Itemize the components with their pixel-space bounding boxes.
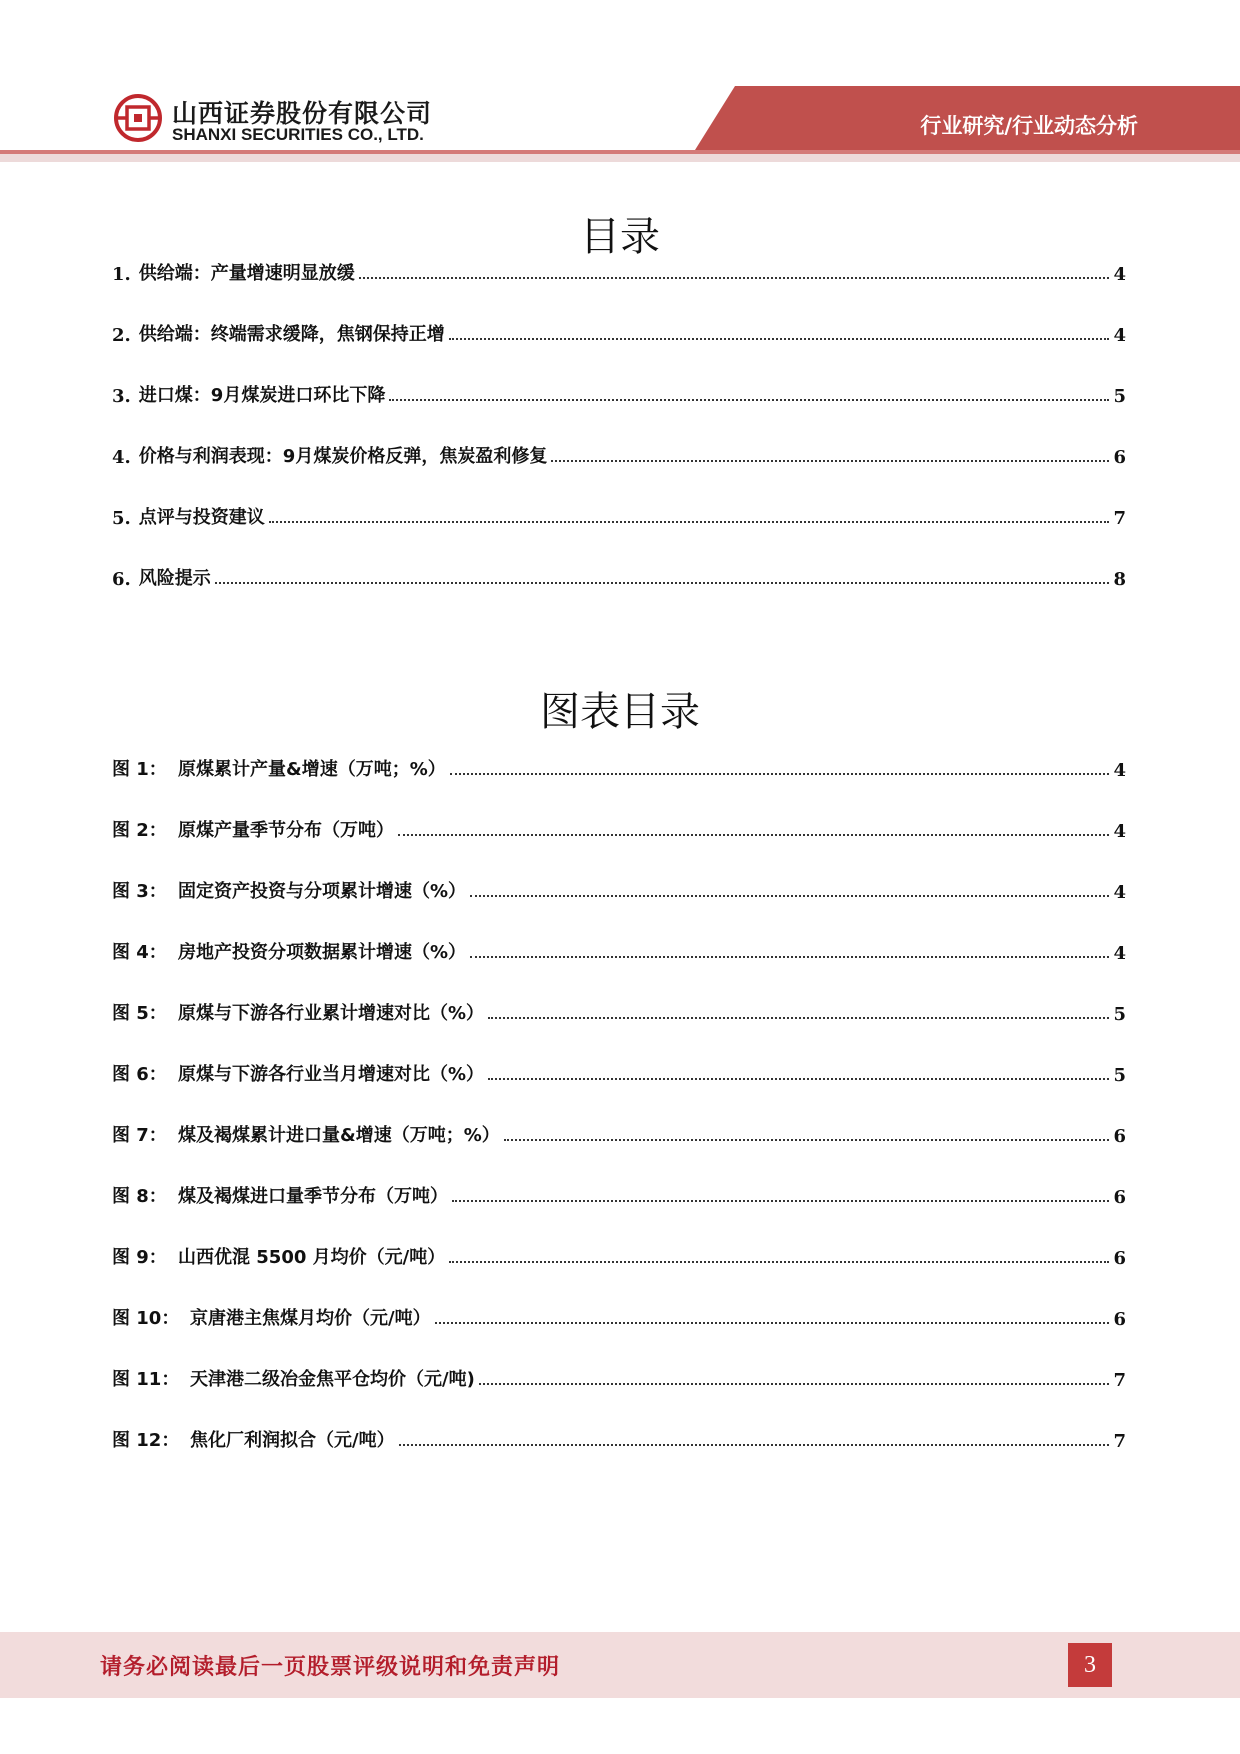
toc-leader-dots <box>215 581 1110 584</box>
toc-leader-dots <box>488 1016 1109 1019</box>
toc-leader-dots <box>470 894 1109 897</box>
figure-entry[interactable] <box>112 812 1126 842</box>
figure-entry-label: 图 3： <box>112 881 167 902</box>
figure-entry-title: 煤及褐煤累计进口量&增速（万吨；%） <box>178 1125 500 1146</box>
figure-entry[interactable] <box>112 873 1126 903</box>
figure-entry[interactable] <box>112 934 1126 964</box>
toc-leader-dots <box>470 955 1109 958</box>
toc-leader-dots <box>359 276 1110 279</box>
toc-leader-dots <box>449 1260 1109 1263</box>
company-name-en: SHANXI SECURITIES CO., LTD. <box>172 125 424 144</box>
toc-entry-title: 点评与投资建议 <box>138 507 265 528</box>
toc-entry-page: 7 <box>1113 508 1126 529</box>
figure-entry-title: 原煤与下游各行业累计增速对比（%） <box>178 1003 485 1024</box>
company-name-cn: 山西证券股份有限公司 <box>172 99 433 128</box>
toc-entry[interactable] <box>112 438 1126 468</box>
figure-entry[interactable] <box>112 1239 1126 1269</box>
toc-entry-title: 风险提示 <box>138 568 211 589</box>
figure-entry-page: 6 <box>1113 1126 1126 1147</box>
figure-entry-title: 固定资产投资与分项累计增速（%） <box>178 881 467 902</box>
toc-leader-dots <box>449 337 1110 340</box>
page-number: 3 <box>1068 1643 1112 1687</box>
toc-entry[interactable] <box>112 316 1126 346</box>
figure-entry-page: 7 <box>1113 1370 1126 1391</box>
figure-entry-page: 5 <box>1113 1004 1126 1025</box>
toc-entry-number: 3. <box>112 386 131 407</box>
figure-entry-title: 房地产投资分项数据累计增速（%） <box>178 942 467 963</box>
toc-title: 目录 <box>580 214 660 260</box>
figure-entry-label: 图 1： <box>112 759 167 780</box>
figure-list-title: 图表目录 <box>540 689 700 735</box>
toc-leader-dots <box>488 1077 1109 1080</box>
toc-leader-dots <box>269 520 1110 523</box>
figure-entry-label: 图 4： <box>112 942 167 963</box>
toc-entry[interactable] <box>112 255 1126 285</box>
company-logo-icon <box>114 94 162 142</box>
toc-entry-title: 供给端：产量增速明显放缓 <box>138 263 355 284</box>
figure-entry-label: 图 6： <box>112 1064 167 1085</box>
figure-entry-title: 煤及褐煤进口量季节分布（万吨） <box>178 1186 448 1207</box>
figure-entry-page: 6 <box>1113 1309 1126 1330</box>
toc-leader-dots <box>452 1199 1109 1202</box>
figure-entry[interactable] <box>112 995 1126 1025</box>
figure-entry-page: 4 <box>1113 882 1126 903</box>
figure-entry-label: 图 5： <box>112 1003 167 1024</box>
toc-leader-dots <box>399 1443 1110 1446</box>
figure-entry[interactable] <box>112 751 1126 781</box>
figure-entry-title: 原煤累计产量&增速（万吨；%） <box>178 759 446 780</box>
figure-entry-label: 图 9： <box>112 1247 167 1268</box>
figure-entry-title: 原煤与下游各行业当月增速对比（%） <box>178 1064 485 1085</box>
toc-entry-number: 4. <box>112 447 131 468</box>
figure-entry[interactable] <box>112 1178 1126 1208</box>
figure-entry-label: 图 7： <box>112 1125 167 1146</box>
figure-entry-page: 6 <box>1113 1248 1126 1269</box>
figure-entry[interactable] <box>112 1300 1126 1330</box>
toc-entry-number: 2. <box>112 325 131 346</box>
toc-entry-page: 5 <box>1113 386 1126 407</box>
figure-entry[interactable] <box>112 1422 1126 1452</box>
toc-entry-page: 4 <box>1113 264 1126 285</box>
figure-entry-label: 图 2： <box>112 820 167 841</box>
footer-disclaimer: 请务必阅读最后一页股票评级说明和免责声明 <box>100 1655 561 1680</box>
figure-entry-page: 4 <box>1113 943 1126 964</box>
toc-entry-title: 供给端：终端需求缓降，焦钢保持正增 <box>138 324 445 345</box>
report-category: 行业研究/行业动态分析 <box>920 114 1138 138</box>
figure-entry-title: 京唐港主焦煤月均价（元/吨） <box>190 1308 431 1329</box>
figure-entry-page: 4 <box>1113 821 1126 842</box>
figure-entry-label: 图 12： <box>112 1430 180 1451</box>
toc-entry-number: 5. <box>112 508 131 529</box>
toc-entry[interactable] <box>112 499 1126 529</box>
toc-leader-dots <box>389 398 1109 401</box>
figure-entry-page: 6 <box>1113 1187 1126 1208</box>
toc-leader-dots <box>435 1321 1110 1324</box>
toc-leader-dots <box>450 772 1110 775</box>
figure-entry-page: 4 <box>1113 760 1126 781</box>
toc-leader-dots <box>479 1382 1110 1385</box>
figure-entry-label: 图 8： <box>112 1186 167 1207</box>
figure-entry[interactable] <box>112 1117 1126 1147</box>
figure-entry-label: 图 11： <box>112 1369 180 1390</box>
toc-entry-number: 1. <box>112 264 131 285</box>
toc-entry-page: 6 <box>1113 447 1126 468</box>
figure-entry-title: 天津港二级冶金焦平仓均价（元/吨) <box>190 1369 475 1390</box>
toc-entry[interactable] <box>112 560 1126 590</box>
toc-entry-number: 6. <box>112 569 131 590</box>
figure-entry-page: 5 <box>1113 1065 1126 1086</box>
toc-entry-title: 价格与利润表现：9月煤炭价格反弹，焦炭盈利修复 <box>138 446 548 467</box>
toc-leader-dots <box>504 1138 1110 1141</box>
figure-entry-title: 原煤产量季节分布（万吨） <box>178 820 394 841</box>
toc-leader-dots <box>398 833 1109 836</box>
figure-entry[interactable] <box>112 1056 1126 1086</box>
toc-leader-dots <box>551 459 1109 462</box>
toc-entry-page: 8 <box>1113 569 1126 590</box>
figure-entry-label: 图 10： <box>112 1308 180 1329</box>
toc-entry-title: 进口煤：9月煤炭进口环比下降 <box>138 385 386 406</box>
figure-entry-title: 焦化厂利润拟合（元/吨） <box>190 1430 395 1451</box>
figure-entry-page: 7 <box>1113 1431 1126 1452</box>
toc-entry-page: 4 <box>1113 325 1126 346</box>
figure-entry[interactable] <box>112 1361 1126 1391</box>
toc-entry[interactable] <box>112 377 1126 407</box>
figure-entry-title: 山西优混 5500 月均价（元/吨） <box>178 1247 446 1268</box>
